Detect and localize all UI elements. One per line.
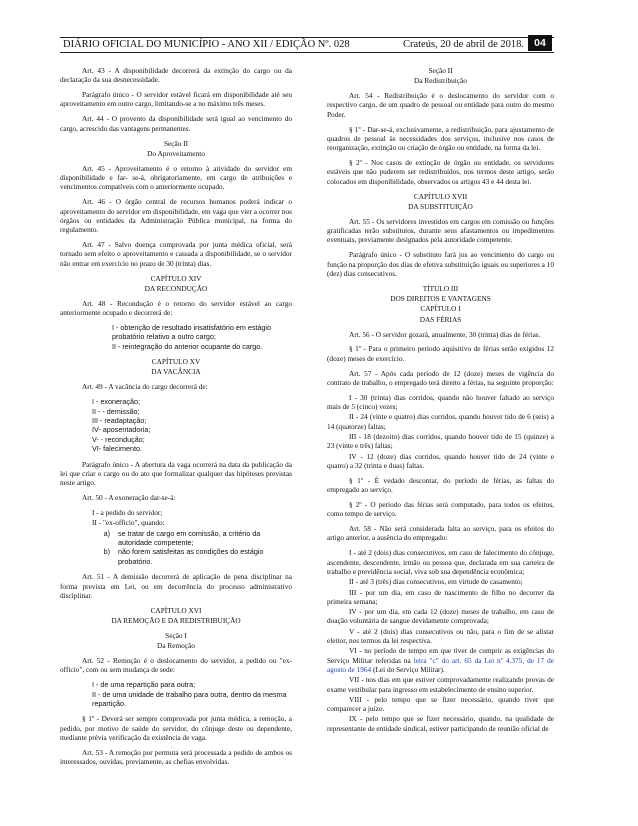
art58: Art. 58 - Não será considerada falta ao serviço, para os efeitos do artigo anterior, a ausência do empregado: bbox=[327, 524, 554, 543]
art45: Art. 45 - Aproveitamento é o retorno à atividade do servidor em disponibilidade e far- se-á, obrigatoriamente, em cargo de atribuições e vencimentos compatíveis com o anteriormente ocupado. bbox=[60, 163, 292, 192]
art52: Art. 52 - Remoção é o deslocamento do servidor, a pedido ou "ex-officio", com ou sem mudança de sede: bbox=[60, 656, 292, 675]
page-number-badge: 04 bbox=[528, 35, 552, 51]
list-item bbox=[92, 547, 292, 566]
art50-item-ii: II - "ex-officio", quando: bbox=[92, 518, 165, 528]
chapter-heading: CAPÍTULO XVI bbox=[150, 605, 202, 615]
art50: Art. 50 - A exoneração dar-se-á: bbox=[82, 493, 176, 503]
list-item: II - de uma unidade de trabalho para outra, dentro da mesma repartição. bbox=[92, 689, 287, 709]
art57-paragraph-1: § 1º - É vedado descontar, do período de férias, as faltas do empregado ao serviço. bbox=[327, 475, 554, 495]
right-column bbox=[327, 66, 554, 734]
list-item: I - obtenção de resultado insatisfatório em estágio probatório relativo a outro cargo; bbox=[112, 322, 272, 342]
art50-item-i: I - a pedido do servidor; bbox=[92, 507, 163, 517]
chapter-title: DA RECONDUÇÃO bbox=[144, 283, 208, 293]
chapter-heading: CAPÍTULO XIV bbox=[150, 273, 202, 283]
art53: Art. 53 - A remoção por permuta será processada a pedido de ambos os interessados, ouvidas, previamente, as chefias envolvidas. bbox=[60, 747, 292, 767]
list-item: I - exoneração; bbox=[92, 397, 140, 407]
art56: Art. 56 - O servidor gozará, anualmente, 30 (trinta) dias de férias. bbox=[349, 329, 541, 339]
law-reference-link[interactable]: letra "c" do art. 65 da Lei nº 4.375, de 17 de agosto de 1964 bbox=[327, 655, 554, 674]
art43-paragraph: Parágrafo único - O servidor estável ficará em disponibilidade até seu aproveitamento em outro cargo, limitando-se a no máximo três meses. bbox=[60, 90, 292, 109]
list-item: II - 24 (vinte e quatro) dias corridos, quando houver tido de 6 (seis) a 14 (quatorze) faltas; bbox=[327, 412, 554, 431]
art54-paragraph-1: § 1º - Dar-se-á, exclusivamente, a redistribuição, para ajustamento de quadros de pessoal às necessidades dos serviços, inclusive nos casos de reorganização, extinção ou criação de órgão ou entidade, na forma da lei. bbox=[327, 124, 554, 153]
list-item: II - reintegração do anterior ocupante do cargo. bbox=[112, 341, 263, 351]
art54-paragraph-2: § 2º - Nos casos de extinção de órgão ou entidade, os servidores estáveis que não puderem ser redistribuídos, nos termos deste artigo, serão colocados em disponibilidade, observados os artigos 43 e 44 desta lei. bbox=[327, 158, 554, 186]
art55-paragraph: Parágrafo único - O substituto fará jus ao vencimento do cargo ou função na proporção dos dias de efetiva substituição iguais ou superiores a 10 (dez) dias consecutivos. bbox=[327, 250, 554, 278]
list-item: IX - pelo tempo que se fizer necessário, quando, na qualidade de representante de entidade sindical, estiver participando de reunião oficial de bbox=[327, 714, 554, 733]
item-text: VI - no período de tempo em que tiver de cumprir as exigências do Serviço Militar referidas na bbox=[327, 646, 554, 665]
art44: Art. 44 - O provento da disponibilidade será igual ao vencimento do cargo, acrescido das vantagens permanentes. bbox=[60, 114, 292, 133]
art46: Art. 46 - O órgão central de recursos humanos poderá indicar o aproveitamento do servidor em disponibilidade, em vaga que vier a ocorrer nos órgãos ou entidades da Administração Pública municipal, na forma do regulamento. bbox=[60, 197, 292, 235]
item-text: se tratar de cargo em comissão, a critério da autoridade competente; bbox=[118, 528, 261, 547]
list-item: III - 18 (dezoito) dias corridos, quando houver tido de 15 (quinze) a 23 (vinte e três) faltas; bbox=[327, 432, 554, 451]
art58-item-vi bbox=[327, 646, 554, 674]
art49: Art. 49 - A vacância do cargo decorrerá de: bbox=[82, 382, 208, 392]
list-item: III - por um dia, em caso de nascimento de filho no decorrer da primeira semana; bbox=[327, 587, 554, 606]
list-item: IV - por um dia, em cada 12 (doze) meses de trabalho, em caso de doação voluntária de sangue devidamente comprovada; bbox=[327, 607, 554, 626]
list-item: III - readaptação; bbox=[92, 415, 147, 425]
section-title: Da Redistribuição bbox=[414, 76, 467, 86]
chapter-heading: CAPÍTULO XVII bbox=[413, 191, 468, 201]
list-item: IV - 12 (doze) dias corridos, quando houver tido de 24 (vinte e quatro) a 32 (trinta e duas) faltas. bbox=[327, 451, 554, 470]
art49-list bbox=[60, 397, 292, 453]
art54: Art. 54 - Redistribuição é o deslocamento do servidor com o respectivo cargo, de um quadro de pessoal ou entidade para outro do mesmo Poder. bbox=[327, 91, 554, 119]
list-item: VII - nos dias em que estiver comprovadamente realizando provas de exame vestibular para ingresso em estabelecimento de ensino superior. bbox=[327, 675, 554, 694]
list-item: VIII - pelo tempo que se fizer necessário, quando tiver que comparecer a juízo. bbox=[327, 694, 554, 714]
title-name: DOS DIREITOS E VANTAGENS bbox=[390, 294, 491, 304]
chapter-heading: CAPÍTULO I bbox=[420, 304, 461, 314]
item-text: não forem satisfeitas as condições do estágio probatório. bbox=[118, 547, 264, 566]
art49-paragraph: Parágrafo único - A abertura da vaga ocorrerá na data da publicação da lei que criar o cargo ou do ato que formalizar qualquer das hipóteses previstas neste artigo. bbox=[60, 459, 292, 488]
item-letter: b) bbox=[103, 547, 110, 557]
chapter-title: DA REMOÇÃO E DA REDISTRIBUIÇÃO bbox=[111, 615, 241, 625]
chapter-title: DAS FÉRIAS bbox=[419, 314, 462, 324]
section-title: Do Aproveitamento bbox=[147, 148, 205, 158]
list-item: I - até 2 (dois) dias consecutivos, em caso de falecimento do cônjuge, ascendente, descendente, irmão ou pessoa que, declarada em sua carteira de trabalho e previdência social, viva sob sua dependência econômica; bbox=[327, 548, 554, 576]
edition-date: Crateús, 20 de abril de 2018. bbox=[402, 39, 524, 50]
left-column bbox=[60, 66, 292, 772]
section-heading: Seção I bbox=[165, 630, 187, 640]
page-header bbox=[60, 37, 554, 53]
art48-list bbox=[60, 323, 292, 351]
item-text: (Lei do Serviço Militar). bbox=[371, 664, 445, 674]
art51: Art. 51 - A demissão decorrerá de aplicação de pena disciplinar na forma prevista em Lei, ou em decorrência do processo administrativo disciplinar. bbox=[60, 572, 292, 600]
art56-paragraph-1: § 1º - Para o primeiro período aquisitivo de férias serão exigidos 12 (doze) meses de exercício. bbox=[327, 344, 554, 363]
gazette-title: DIÁRIO OFICIAL DO MUNICÍPIO - ANO XII / EDIÇÃO Nº. 028 bbox=[63, 39, 350, 50]
list-item bbox=[92, 529, 292, 548]
list-item: VI- falecimento. bbox=[92, 444, 142, 454]
list-item: IV- aposentadoria; bbox=[92, 425, 151, 435]
item-letter: a) bbox=[103, 528, 110, 538]
art48: Art. 48 - Recondução é o retorno do servidor estável ao cargo anteriormente ocupado e decorrerá de: bbox=[60, 298, 292, 317]
art50-sublist bbox=[60, 529, 292, 567]
list-item: II - até 3 (três) dias consecutivos, em virtude de casamento; bbox=[349, 577, 523, 587]
list-item: I - de uma repartição para outra; bbox=[92, 680, 196, 690]
art52-list bbox=[60, 680, 292, 708]
art47: Art. 47 - Salvo doença comprovada por junta médica oficial, será tornado sem efeito o aproveitamento e cassada a disponibilidade, se o servidor não entrar em exercício no prazo de 30 (trinta) dias. bbox=[60, 240, 292, 268]
section-title: Da Remoção bbox=[157, 641, 195, 651]
title-heading: TÍTULO III bbox=[422, 283, 459, 293]
section-heading: Seção II bbox=[428, 66, 453, 75]
chapter-heading: CAPÍTULO XV bbox=[151, 357, 201, 367]
art55: Art. 55 - Os servidores investidos em cargos em comissão ou funções gratificadas terão substitutos, durante seus afastamentos ou impedimentos eventuais, previamente designados pela autoridade competente. bbox=[327, 216, 554, 245]
chapter-title: DA VACÂNCIA bbox=[151, 367, 201, 377]
art57-paragraph-2: § 2º - O período das férias será computado, para todos os efeitos, como tempo de serviço. bbox=[327, 500, 554, 519]
art43: Art. 43 - A disponibilidade decorrerá da extinção do cargo ou da declaração da sua desnecessidade. bbox=[60, 66, 292, 85]
art57: Art. 57 - Após cada período de 12 (doze) meses de vigência do contrato de trabalho, o empregado terá direito a férias, na seguinte proporção: bbox=[327, 368, 554, 387]
list-item: II - - demissão; bbox=[92, 406, 140, 416]
chapter-title: DA SUBSTITUIÇÃO bbox=[408, 201, 473, 211]
list-item: V - até 2 (dois) dias consecutivos ou não, para o fim de se alistar eleitor, nos termos da lei respectiva. bbox=[327, 626, 554, 646]
art52-paragraph-1: § 1º - Deverá ser sempre comprovada por junta médica, a remoção, a pedido, por motivo de saúde do servidor, do cônjuge deste ou dependente, mediante prévia verificação da existência de vaga. bbox=[60, 714, 292, 743]
list-item: I - 30 (trinta) dias corridos, quando não houver faltado ao serviço mais de 5 (cinco) vezes; bbox=[327, 392, 554, 412]
section-heading: Seção II bbox=[163, 138, 189, 148]
list-item: V- - recondução; bbox=[92, 434, 145, 444]
